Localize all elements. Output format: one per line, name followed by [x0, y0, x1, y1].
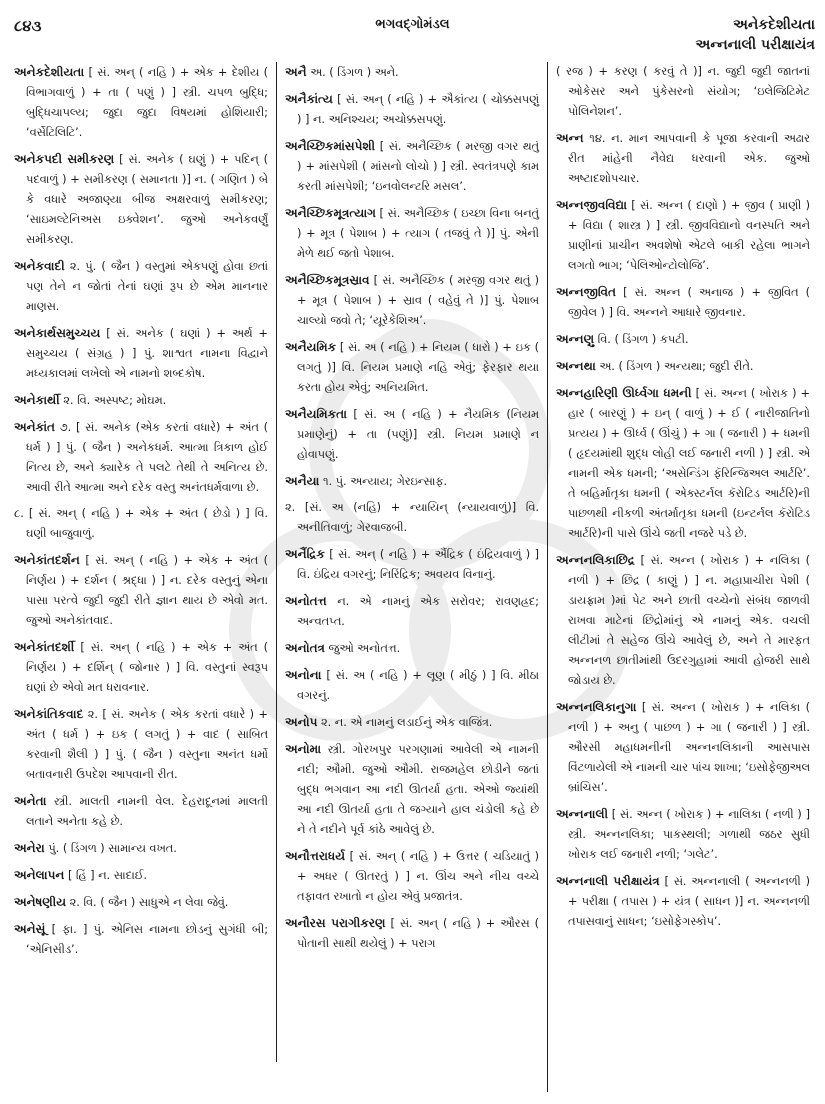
entry-definition: ન. એ નામનું એક સરોવર; રાવણહ્રદ; અન્વતપ્ત. — [297, 595, 539, 628]
dictionary-entry — [285, 404, 539, 465]
dictionary-entry — [14, 791, 268, 832]
dictionary-entry — [556, 383, 810, 544]
entry-headword: અન્નહારિણી ઊર્ધ્વગા ધમની — [556, 386, 692, 400]
entry-headword: અનેરા — [14, 841, 45, 855]
dictionary-entry — [556, 804, 810, 865]
guide-word-first: અનેકદેશીયતા — [733, 17, 815, 33]
dictionary-entry — [14, 149, 268, 250]
dictionary-entry — [14, 62, 268, 143]
dictionary-entry — [285, 471, 539, 492]
entry-headword: અનૈચ્છિકમૂત્રસ્રાવ — [285, 273, 370, 287]
entry-definition: [ હિં ] ન. સાદાઈ. — [67, 869, 148, 882]
entry-definition: ૨. [ સં. અનેક ( એક કરતાં વધારે ) + અંત ( ધર્મ ) + ઇક ( લગતું ) + વાદ ( સાબિત કરવાની શૈલી ) ] પું. ( જૈન ) વસ્તુના અનંત ધર્મો બતાવનારી ઉપદેશ આપવાની રીત. — [26, 708, 268, 781]
dictionary-entry — [14, 704, 268, 785]
entry-definition: [ સં. અન્ન ( ખોરાક ) + હાર ( બારણું ) + ઇન્ ( વાળું ) + ઈ ( નારીજાતિનો પ્રત્યય ) + ઊર્ધ્વ ( ઊંચું ) + ગા ( જનારી ) + ધમની ( હૃદયમાંથી શુદ્ધ લોહી લઈ જનારી નળી ) ] સ્ત્રી. એ નામની એક ધમની; ‘અસેન્ડિંગ ફૅરિન્જિઅલ આર્ટરિ’. તે બહિર્માતૃકા ધમની ( એક્સ્ટર્નલ કૅરોટિડ આર્ટરિ)ની પાછળથી નીકળી અંતર્માતૃકા ધમની (ઇન્ટર્નલ કૅરોટિડ આર્ટરિ)ની પાસે ઊંચે જતી નજરે પડે છે. — [568, 387, 810, 540]
entry-definition: ૨. પું. ( જૈન ) વસ્તુમાં એકપણું હોવા છતાં પણ તેને ન જોતાં તેનાં ઘણાં રૂપ છે એમ માનનાર માણસ. — [26, 260, 269, 313]
entry-definition: [ સં. અ ( નહિ ) + નિયમ ( ધારો ) + ઇક ( લગતું )] વિ. નિયમ પ્રમાણે નહિ એવું; ફેરફાર થયા કરતા હોય એવું; અનિયમિત. — [297, 341, 539, 394]
entry-headword: અનૈયમિક — [285, 340, 337, 354]
entry-definition: ૨. [સં. અ (નહિ) + ન્યાયિન્ (ન્યાયવાળું)] વિ. અનીતિવાળું; ગેરવાજબી. — [285, 501, 539, 534]
entry-definition: ૧. પું. અન્યાય; ગેરઇન્સાફ. — [322, 475, 448, 488]
entry-definition: સ્ત્રી. ગોરખપુર પરગણામાં આવેલી એ નામની નદી; ઔમી. જુઓ ઔમી. રાજમહેલ છોડીને જતાં બુદ્ધ ભગવાન આ નદી ઊતર્યા હતા. એઓ જ્યાંથી આ નદી ઊતર્યા હતા તે જગ્યાને હાલ ચંડોલી કહે છે ને તે નદીને પૂર્વ કાંઠે આવેલું છે. — [297, 743, 539, 836]
entry-definition: [ સં. અન્ન ( દાણો ) + જીવ ( પ્રાણી ) + વિદ્યા ( શાસ્ત્ર ) ] સ્ત્રી. જીવવિદ્યાનો વનસ્પતિ અને પ્રાણીનાં પ્રાચીન અવશેષો એટલે બાકી રહેલા ભાગને લગતો ભાગ; ‘પેલિઓન્ટોલોજિ’. — [568, 199, 810, 272]
dictionary-entry — [14, 550, 268, 631]
dictionary-entry — [14, 323, 268, 384]
dictionary-entry — [14, 504, 268, 544]
entry-definition: ૧૪. ન. માન આપવાની કે પૂજા કરવાની અઢાર રીત માંહેની નૈવેદ્ય ધરવાની એક. જુઓ અષ્ટાદશોપચાર. — [568, 132, 810, 185]
entry-headword: અનૈચ્છિકમૂત્રત્યાગ — [285, 206, 376, 220]
entry-headword: અનોપ — [285, 715, 318, 729]
entry-headword: અન્નથા — [556, 359, 596, 373]
guide-words — [695, 15, 815, 55]
dictionary-entry — [285, 203, 539, 264]
entry-definition: ૨. ન. એ નામનું લડાઈનું એક વાજિંત્ર. — [320, 716, 493, 729]
dictionary-entry — [14, 637, 268, 698]
entry-definition: [ સં. અ ( નહિ ) + લૂણ ( મીઠું ) ] વિ. મીઠા વગરનું. — [297, 669, 539, 702]
entry-definition: ૮. [ સં. અન્ ( નહિ ) + એક + અંત ( છેડો ) ] વિ. ઘણી બાજુવાળું. — [14, 507, 268, 540]
dictionary-entry — [285, 739, 539, 840]
entry-definition: [ સં. અન્ન ( ખોરાક ) + નલિકા ( નળી ) + છિદ્ર ( કાણું ) ] ન. મહાપ્રાચીરા પેશી ( ડાયફ્રામ )માં પેટ અને છાતી વચ્ચેનો સંબંધ જાળવી રાખવા માટેનાં છિદ્રોમાંનું એ નામનું એક. વચલી લીટીમાં તે સહેજ ઊંચે આવેલું છે, અને તે મારફત અન્નનળ છાતીમાંથી ઉદરગુહામાં આવી હોજરી સાથે જોડાય છે. — [568, 554, 811, 687]
entry-headword: અનેતા — [14, 794, 47, 808]
dictionary-entry — [285, 913, 539, 954]
page-number: ૮૪૩ — [14, 17, 42, 35]
dictionary-entry — [556, 697, 810, 798]
entry-headword: અનોતત્ર — [285, 641, 325, 655]
dictionary-entry — [14, 256, 268, 317]
entry-headword: અનેકવાદી — [14, 259, 65, 273]
entry-headword: અનેકાંતદર્શન — [14, 553, 80, 567]
entry-headword: અન્નનાલી પરીક્ષાયંત્ર — [556, 874, 660, 888]
entry-headword: અનેકદેશીયતા — [14, 65, 85, 79]
entry-headword: અનેકપદી સમીકરણ — [14, 152, 115, 166]
entry-definition: ( રજ ) + કરણ ( કરવું તે )] ન. જુદી જુદી જાતનાં ઓકેસર અને પુંકેસરનો સંયોગ; ‘ઇલેજિટિમેટ પોલિનેશન’. — [556, 65, 810, 118]
entry-definition: ૭. [ સં. અનેક (એક કરતાં વધારે) + અંત ( ધર્મ ) ] પું. ( જૈન ) અનેકધર્મ. આત્મા ત્રિકાળ હોઈ નિત્ય છે, અને ક્યારેક તે પલટે તેથી તે અનિત્ય છે. આવી રીતે આત્મા અને દરેક વસ્તુ અનંતધર્મવાળા છે. — [26, 421, 268, 494]
entry-definition: ૨. વિ. ( જૈન ) સાધુએ ન લેવા જેવું. — [69, 896, 229, 909]
entry-headword: અનૈ — [285, 65, 307, 79]
entry-definition: [ સં. અન્ન ( ખોરાક ) + નાલિકા ( નળી ) ] સ્ત્રી. અન્નનલિકા; પાકસ્થલી; ગળાથી જઠર સુધી ખોરાક લઈ જનારી નળી; ‘ગલેટ’. — [568, 808, 810, 861]
entry-definition: જુઓ અનોતત્ત. — [328, 642, 401, 655]
entry-definition: [ સં. અન્ ( નહિ ) + ઐંદ્રિક ( ઇંદ્રિયવાળું ) ] વિ. ઇંદ્રિય વગરનું; નિરિંદ્રિક; અવયવ વિનાનું. — [297, 548, 539, 581]
entry-headword: અનૌત્તરાધર્ય — [285, 849, 346, 863]
page-header — [0, 0, 825, 62]
dictionary-entry — [556, 195, 810, 276]
entry-definition: [ સં. અનૈચ્છિક ( મરજી વગર થતું ) + માંસપેશી ( માંસનો લોચો ) ] સ્ત્રી. સ્વતંત્રપણે કામ કરતી માંસપેશી; ‘ઇનવોલન્ટરિ મસલ’. — [297, 140, 540, 193]
entry-headword: અનૌરસ પરાગીકરણ — [285, 916, 386, 930]
entry-headword: અનૈયા — [285, 474, 320, 488]
entry-definition: અ. ( ડિંગળ ) અને. — [310, 66, 399, 79]
dictionary-entry — [14, 892, 268, 913]
dictionary-title: ભગવદ્ગોમંડલ — [375, 17, 450, 32]
entry-definition: અ. ( ડિંગળ ) અન્યથા; જુદી રીતે. — [599, 360, 754, 373]
dictionary-entry — [14, 919, 268, 960]
dictionary-entry — [14, 417, 268, 498]
entry-headword: અનોતત્ત — [285, 594, 327, 608]
entry-definition: [ સં. અનૈચ્છિક ( ઇચ્છા વિના બનતું ) + મૂત્ર ( પેશાબ ) + ત્યાગ ( તજવું તે )] પું. એની મેળે થઈ જતો પેશાબ. — [297, 207, 540, 260]
entry-definition: [ સં. અનેક ( ઘણાં ) + અર્થ + સમુચ્ચય ( સંગ્રહ ) ] પું. શાશ્વત નામના વિદ્વાને મધ્યકાલમાં લખેલો એ નામનો શબ્દકોષ. — [26, 327, 269, 380]
entry-headword: અનૈંદ્રિક — [285, 547, 325, 561]
dictionary-entry — [285, 136, 539, 197]
entry-definition: સ્ત્રી. માલતી નામની વેલ. દેહરાદૂનમાં માલતી લતાને અનેતા કહે છે. — [26, 795, 269, 828]
entry-headword: અન્નનાલી — [556, 807, 608, 821]
dictionary-entry — [285, 638, 539, 659]
dictionary-entry — [556, 356, 810, 377]
entry-headword: અનોના — [285, 668, 322, 682]
entry-headword: અન્નજીવવિદ્યા — [556, 198, 627, 212]
entry-headword: અનેકાર્થી — [14, 393, 60, 407]
entry-definition: [ સં. અનૈચ્છિક ( મરજી વગર થતું ) + મૂત્ર ( પેશાબ ) + સ્રાવ ( વહેવું તે )] પું. પેશાબ ચાલ્યો જવો તે; ‘યૂરેકેશિઅ’. — [297, 274, 540, 327]
entry-headword: અનૈયમિકતા — [285, 407, 347, 421]
entry-headword: અનૈચ્છિકમાંસપેશી — [285, 139, 376, 153]
entry-definition: [ સં. અન્નનાલી ( અન્નનળી ) + પરીક્ષા ( તપાસ ) + યંત્ર ( સાધન )] ન. અન્નનળી તપાસવાનું સાધન; ‘ઇસોફેગસ્કોપ’. — [568, 875, 811, 928]
entry-definition: વિ. ( ડિંગળ ) કપટી. — [597, 333, 689, 346]
entry-definition: [ સં. અન્ ( નહિ ) + ઔરસ ( પોતાની સાથી થયેલું ) + પરાગ — [297, 917, 539, 950]
dictionary-entry — [285, 544, 539, 585]
entry-headword: અનેકાર્થસમુચ્ચય — [14, 326, 101, 340]
entry-definition: [ સં. અન્ ( નહિ ) + એક + અંત ( નિર્ણય ) + દર્શિન્ ( જોનાર ) ] વિ. વસ્તુનાં સ્વરૂપ ઘણાં છે એવો મત ધરાવનાર. — [26, 641, 269, 694]
entry-headword: અનેષણીય — [14, 895, 67, 909]
entry-headword: અન્નનલિકાનુગા — [556, 700, 637, 714]
dictionary-entry — [556, 128, 810, 189]
entry-definition: ૨. વિ. અસ્પષ્ટ; મોઘમ. — [63, 394, 167, 407]
entry-headword: અનેસૂં — [14, 922, 46, 936]
entry-definition: [ સં. અન્ ( નહિ ) + ઉત્તર ( ચડિયાતું ) + અધર ( ઊતરતું ) ] ન. ઊંચ અને નીચ વચ્ચે તફાવત રખાતો ન હોય એવું પ્રજાતંત્ર. — [297, 850, 540, 903]
entry-headword: અન્નજીવિત — [556, 285, 616, 299]
dictionary-entry — [285, 665, 539, 706]
entry-definition: [ સં. અન્ ( નહિ ) + ઐકાંત્ય ( ચોક્કસપણું ) ] ન. અનિશ્ચય; અચોક્કસપણું. — [297, 93, 539, 126]
entry-headword: અનેકાંત — [14, 420, 55, 434]
dictionary-columns — [10, 62, 818, 1092]
dictionary-entry — [285, 498, 539, 538]
entry-headword: અનેલાપન — [14, 868, 65, 882]
entry-definition: [ સં. અન્ ( નહિ ) + એક + અંત ( નિર્ણય ) + દર્શન ( શ્રદ્ધા ) ] ન. દરેક વસ્તુનું એના પાસા પરત્વે જુદી જુદી રીતે જ્ઞાન થાય છે એવો મત. જુઓ અનેકાંતવાદ. — [26, 554, 269, 627]
column-right — [547, 62, 818, 1092]
entry-definition: પું. ( ડિંગળ ) સામાન્ય વખત. — [48, 842, 177, 855]
dictionary-entry — [285, 591, 539, 632]
dictionary-entry — [556, 282, 810, 323]
entry-definition: [ સં. અન્ન ( અનાજ ) + જીવિત ( જીવેલ ) ] વિ. અન્નને આધારે જીવનાર. — [568, 286, 811, 319]
entry-definition: [ સં. અ ( નહિ ) + નૈયમિક (નિયમ પ્રમાણેનું) + તા (પણું)] સ્ત્રી. નિયમ પ્રમાણે ન હોવાપણું. — [297, 408, 539, 461]
entry-definition: [ સં. અન્ ( નહિ ) + એક + દેશીય ( વિભાગવાળું ) + તા ( પણું ) ] સ્ત્રી. ચપળ બુદ્ધિ; બુદ્ધિચાપલ્ય; જુદા જુદા વિષયમાં હોશિયારી; ‘વર્સેટિલિટિ’. — [26, 66, 268, 139]
entry-definition: [ સં. અનેક ( ઘણું ) + પદિન્ ( પદવાળું ) + સમીકરણ ( સમાનતા )] ન. ( ગણિત ) બે કે વધારે અજાણ્યા બીજ અક્ષરવાળું સમીકરણ; ‘સાઇમલ્ટેનિઅસ ઇક્વેશન’. જુઓ અનેકવર્ણું સમીકરણ. — [26, 153, 268, 246]
entry-headword: અનેકાંતદર્શી — [14, 640, 75, 654]
entry-headword: અન્નણુ — [556, 332, 595, 346]
entry-definition: [ સં. અન્ન ( ખોરાક ) + નલિકા ( નળી ) + અનુ ( પાછળ ) + ગા ( જનારી ) ] સ્ત્રી. ઔરસી મહાધમનીની અન્નનલિકાની આસપાસ વિંટળાયેલી એ નામની ચાર પાંચ શાખા; ‘ઇસોફેજીઅલ બ્રાંચિસ’. — [568, 701, 811, 794]
column-left — [10, 62, 276, 1030]
dictionary-entry — [285, 846, 539, 907]
dictionary-entry — [285, 62, 539, 83]
dictionary-entry — [285, 337, 539, 398]
column-middle — [276, 62, 547, 1062]
guide-word-last: અન્નનાલી પરીક્ષાયંત્ર — [695, 37, 815, 53]
dictionary-entry — [556, 550, 810, 691]
entry-headword: અનેકાંતિકવાદ — [14, 707, 84, 721]
dictionary-entry — [14, 865, 268, 886]
dictionary-entry — [285, 89, 539, 130]
entry-headword: અનૈકાંત્ય — [285, 92, 333, 106]
entry-headword: અન્નનલિકાછિદ્ર — [556, 553, 635, 567]
entry-definition: [ ફા. ] પું. એનિસ નામના છોડનું સુગંધી બી; ‘એનિસીડ’. — [26, 923, 269, 956]
dictionary-entry — [285, 270, 539, 331]
entry-headword: અન્ન — [556, 131, 584, 145]
dictionary-entry — [14, 838, 268, 859]
dictionary-entry — [14, 390, 268, 411]
entry-headword: અનોમા — [285, 742, 322, 756]
dictionary-entry — [556, 62, 810, 122]
dictionary-entry — [556, 871, 810, 932]
dictionary-entry — [556, 329, 810, 350]
dictionary-entry — [285, 712, 539, 733]
